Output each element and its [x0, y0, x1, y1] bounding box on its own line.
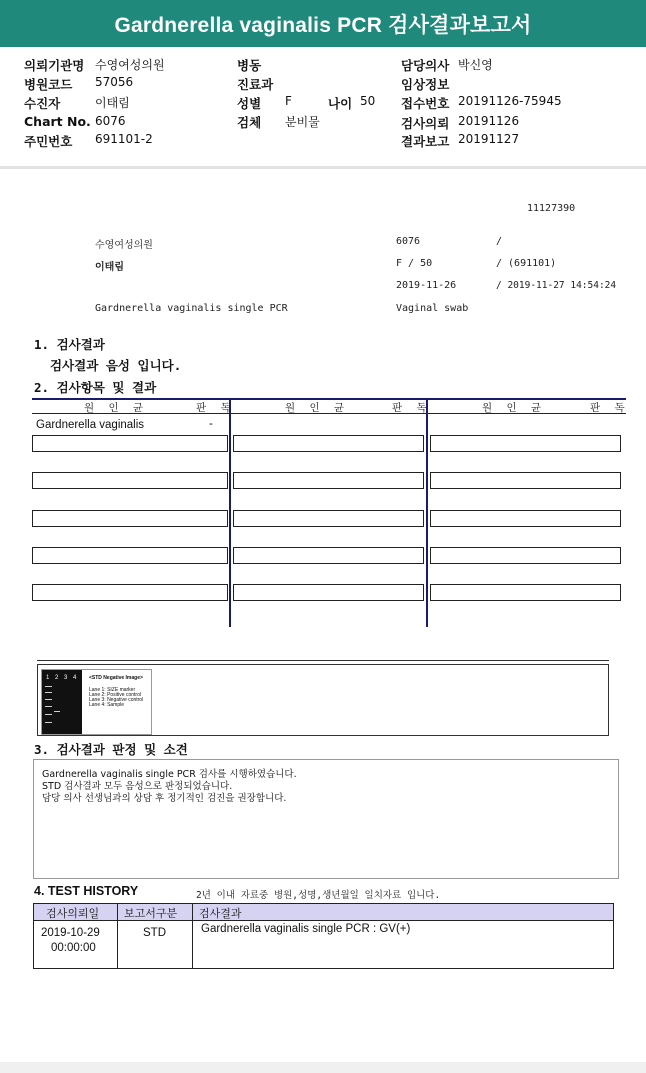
- result-box: [32, 435, 228, 452]
- specimen-test: Gardnerella vaginalis single PCR: [95, 303, 288, 314]
- gel-top-rule: [37, 660, 609, 661]
- history-right-border: [613, 903, 614, 969]
- value-age: 50: [360, 94, 376, 108]
- label-institution: 의뢰기관명: [24, 58, 85, 73]
- section1-title: 1. 검사결과: [34, 337, 105, 352]
- label-patient: 수진자: [24, 96, 61, 111]
- value-request-date: 20191126: [458, 114, 520, 128]
- result-box: [430, 435, 621, 452]
- result-box: [233, 472, 424, 489]
- value-chart-no: 6076: [95, 114, 126, 128]
- col-judgement-3: 판 독: [590, 402, 629, 414]
- history-col-result: 검사결과: [199, 907, 242, 920]
- section2-title: 2. 검사항목 및 결과: [34, 380, 157, 395]
- value-institution: 수영여성의원: [95, 58, 165, 72]
- label-department: 진료과: [237, 77, 274, 92]
- specimen-clinic: 수영여성의원: [95, 240, 153, 251]
- result-box: [430, 547, 621, 564]
- gel-band: [45, 699, 52, 700]
- gel-band: [45, 706, 52, 707]
- lane-number: 2: [55, 675, 59, 681]
- history-time: 00:00:00: [51, 942, 96, 954]
- col-judgement-1: 판 독: [196, 402, 235, 414]
- specimen-patient: 이태림: [95, 262, 124, 273]
- label-resident-no: 주민번호: [24, 134, 73, 149]
- comment-line: 담당 의사 선생님과의 상담 후 정기적인 검진을 권장합니다.: [42, 793, 287, 804]
- result-box: [233, 435, 424, 452]
- history-result: Gardnerella vaginalis single PCR : GV(+): [201, 923, 411, 935]
- value-sex: F: [285, 94, 292, 108]
- history-col-divider: [117, 903, 118, 969]
- result-box: [32, 547, 228, 564]
- history-left-border: [33, 903, 34, 969]
- specimen-sample: Vaginal swab: [396, 303, 469, 314]
- history-header-row: [33, 903, 614, 921]
- label-chart-no: Chart No.: [24, 114, 91, 129]
- gel-band: [45, 686, 52, 687]
- gel-legend-line: Lane 4: Sample: [89, 702, 125, 708]
- specimen-slash: /: [496, 236, 503, 247]
- lane-number: 3: [64, 675, 68, 681]
- gel-legend-line: Lane 1: SIZE marker: [89, 687, 136, 693]
- label-age: 나이: [328, 96, 353, 111]
- label-receipt-no: 접수번호: [401, 96, 450, 111]
- section4-title: 4. TEST HISTORY: [34, 884, 139, 898]
- gel-band: [54, 711, 60, 712]
- col-pathogen-1: 원 인 균: [84, 402, 148, 414]
- report-title: Gardnerella vaginalis PCR 검사결과보고서: [114, 14, 532, 37]
- history-col-date: 검사의뢰일: [46, 907, 100, 920]
- section1-text: 검사결과 음성 입니다.: [50, 358, 182, 373]
- result-box: [233, 510, 424, 527]
- value-receipt-no: 20191126-75945: [458, 94, 562, 108]
- history-type: STD: [143, 927, 166, 939]
- value-specimen: 분비물: [285, 115, 320, 129]
- value-hospital-code: 57056: [95, 75, 134, 89]
- label-hospital-code: 병원코드: [24, 77, 73, 92]
- result-box: [430, 584, 621, 601]
- history-col-divider: [192, 903, 193, 969]
- gel-band: [45, 722, 52, 723]
- barcode-number: 11127390: [527, 203, 576, 214]
- gel-legend-line: Lane 2: Positive control: [89, 692, 141, 698]
- value-resident-no: 691101-2: [95, 132, 153, 146]
- label-ward: 병동: [237, 58, 262, 73]
- value-doctor: 박신영: [458, 58, 493, 72]
- col-pathogen-2: 원 인 균: [285, 402, 349, 414]
- table-divider-2: [426, 398, 428, 627]
- label-report-date: 결과보고: [401, 134, 450, 149]
- col-pathogen-3: 원 인 균: [482, 402, 546, 414]
- value-patient: 이태림: [95, 96, 130, 110]
- result-box: [32, 584, 228, 601]
- value-report-date: 20191127: [458, 132, 520, 146]
- label-sex: 성별: [237, 96, 262, 111]
- history-bottom-border: [33, 968, 614, 969]
- specimen-id: / (691101): [496, 258, 557, 269]
- gel-legend-title: <STD Negative Image>: [89, 675, 143, 681]
- result-box: [233, 547, 424, 564]
- label-request-date: 검사의뢰: [401, 116, 450, 131]
- section3-title: 3. 검사결과 판정 및 소견: [34, 742, 188, 757]
- lane-number: 4: [73, 675, 77, 681]
- result-box: [32, 510, 228, 527]
- specimen-sex-age: F / 50: [396, 258, 433, 269]
- result-box: [430, 472, 621, 489]
- specimen-date: 2019-11-26: [396, 280, 457, 291]
- label-doctor: 담당의사: [401, 58, 450, 73]
- result-box: [233, 584, 424, 601]
- lane-number: 1: [46, 675, 50, 681]
- comment-line: Gardnerella vaginalis single PCR 검사를 시행하였습니다.: [42, 769, 297, 780]
- result-judgement: -: [209, 418, 213, 430]
- result-pathogen-name: Gardnerella vaginalis: [36, 419, 145, 431]
- specimen-chart: 6076: [396, 236, 421, 247]
- result-box: [430, 510, 621, 527]
- gel-band: [45, 692, 52, 693]
- specimen-report-time: / 2019-11-27 14:54:24: [496, 280, 617, 291]
- comment-line: STD 검사결과 모두 음성으로 판정되었습니다.: [42, 781, 233, 792]
- history-date: 2019-10-29: [41, 927, 100, 939]
- col-judgement-2: 판 독: [392, 402, 431, 414]
- table-divider-1: [229, 398, 231, 627]
- label-specimen: 검체: [237, 115, 262, 130]
- label-clinical-info: 임상정보: [401, 77, 450, 92]
- gel-legend-line: Lane 3: Negative control: [89, 697, 144, 703]
- history-col-type: 보고서구분: [124, 907, 178, 920]
- header-divider: [0, 166, 646, 169]
- result-box: [32, 472, 228, 489]
- bottom-bar: [0, 1062, 646, 1073]
- gel-band: [45, 714, 52, 715]
- history-note: 2년 이내 자료중 병원,성명,생년월일 일치자료 입니다.: [196, 890, 441, 901]
